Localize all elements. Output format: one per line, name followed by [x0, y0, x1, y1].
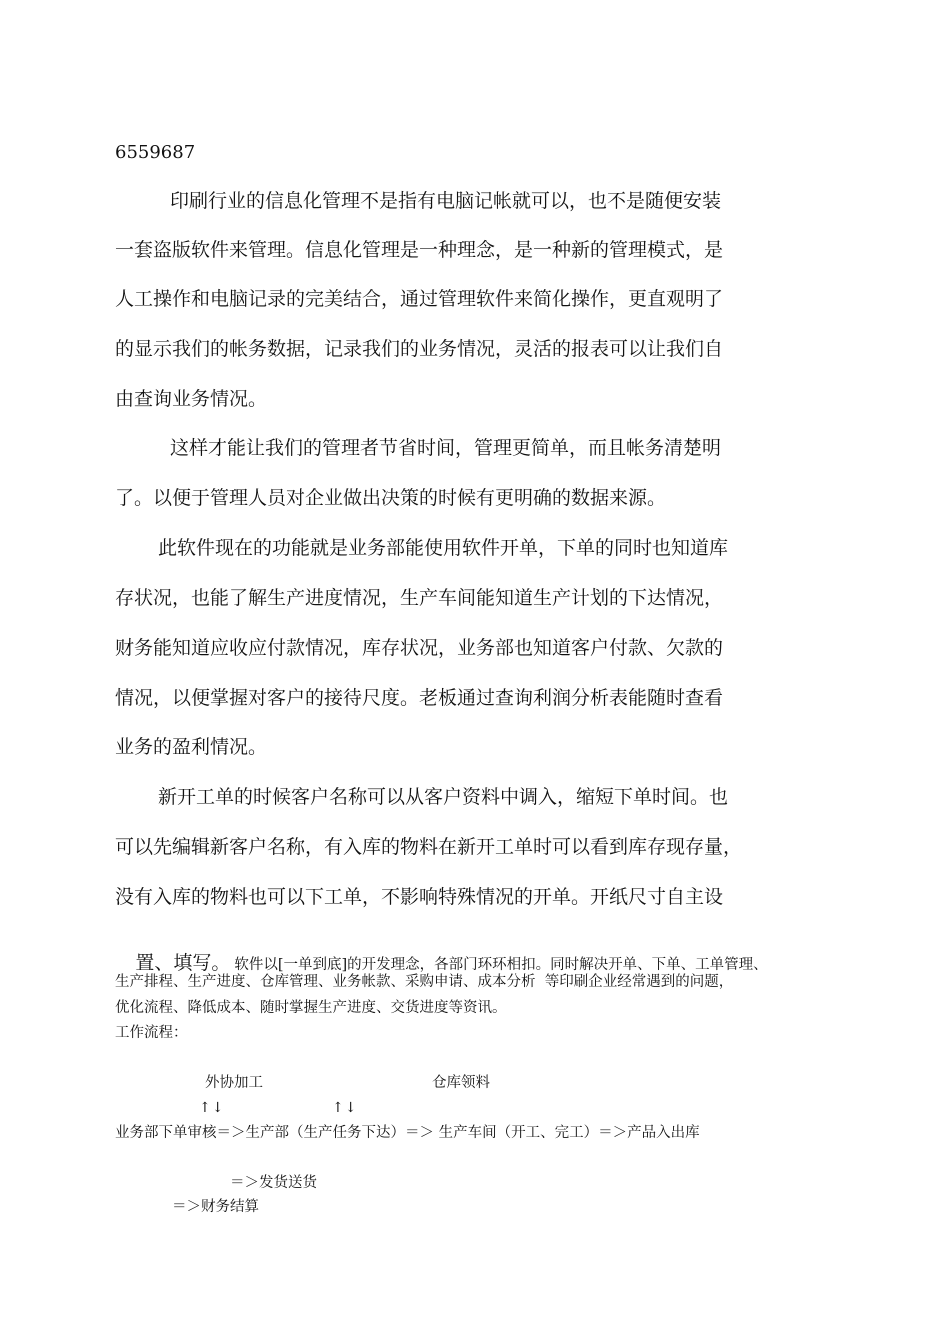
paragraph-line: 的显示我们的帐务数据，记录我们的业务情况，灵活的报表可以让我们自: [115, 338, 724, 360]
flow-label-outsource: 外协加工: [205, 1075, 263, 1091]
document-code: 6559687: [115, 142, 196, 163]
paragraph-line: 了。以便于管理人员对企业做出决策的时候有更明确的数据来源。: [115, 487, 667, 509]
paragraph-line: 一套盗版软件来管理。信息化管理是一种理念，是一种新的管理模式，是: [115, 239, 724, 261]
paragraph-line: 业务的盈利情况。: [115, 736, 268, 758]
paragraph-line: 由查询业务情况。: [115, 388, 268, 410]
flow-label-warehouse: 仓库领料: [432, 1075, 490, 1091]
paragraph-line: 存状况，也能了解生产进度情况，生产车间能知道生产计划的下达情况，: [115, 587, 724, 609]
mixed-line-large-text: 置、填写。: [135, 952, 231, 974]
paragraph-line: 情况，以便掌握对客户的接待尺度。老板通过查询利润分析表能随时查看: [115, 687, 724, 709]
paragraph-line: 财务能知道应收应付款情况，库存状况，业务部也知道客户付款、欠款的: [115, 637, 724, 659]
paragraph-line: 新开工单的时候客户名称可以从客户资料中调入，缩短下单时间。也: [158, 786, 729, 808]
up-down-arrow-icon: ↑↓: [199, 1100, 225, 1116]
paragraph-line: 这样才能让我们的管理者节省时间，管理更简单，而且帐务清楚明: [170, 437, 722, 459]
flow-step-ship: ＝＞发货送货: [230, 1175, 317, 1191]
workflow-title: 工作流程：: [115, 1025, 188, 1041]
paragraph-line: 此软件现在的功能就是业务部能使用软件开单，下单的同时也知道库: [158, 537, 729, 559]
small-line: 优化流程、降低成本、随时掌握生产进度、交货进度等资讯。: [115, 1000, 507, 1016]
small-line: 生产排程、生产进度、仓库管理、业务帐款、采购申请、成本分析 等印刷企业经常遇到的问题，: [115, 974, 734, 990]
paragraph-line: 没有入库的物料也可以下工单，不影响特殊情况的开单。开纸尺寸自主设: [115, 886, 724, 908]
flow-step-finance: ＝＞财务结算: [172, 1199, 259, 1215]
paragraph-line: 可以先编辑新客户名称，有入库的物料在新开工单时可以看到库存现存量，: [115, 836, 743, 858]
up-down-arrow-icon: ↑↓: [332, 1100, 358, 1116]
paragraph-line: 人工操作和电脑记录的完美结合，通过管理软件来简化操作，更直观明了: [115, 288, 724, 310]
mixed-line-small-text: 软件以[一单到底]的开发理念，各部门环环相扣。同时解决开单、下单、工单管理、: [234, 957, 768, 973]
flow-main-line: 业务部下单审核＝＞生产部（生产任务下达）＝＞ 生产车间（开工、完工）＝＞产品入出库: [115, 1125, 700, 1141]
paragraph-line: 印刷行业的信息化管理不是指有电脑记帐就可以，也不是随便安装: [170, 190, 722, 212]
